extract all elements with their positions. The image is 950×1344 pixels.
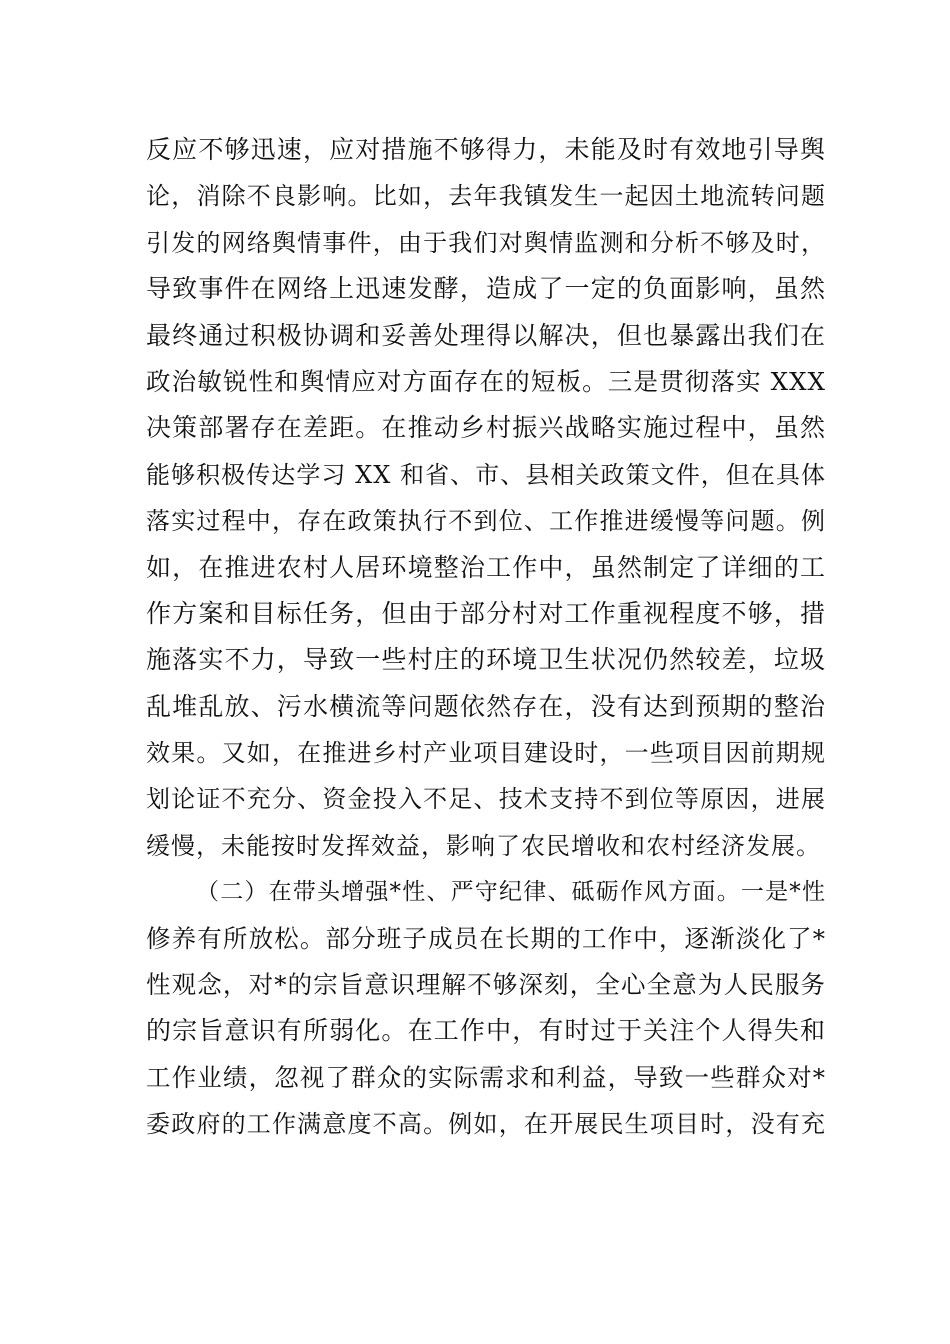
text-line: 论，消除不良影响。比如，去年我镇发生一起因土地流转问题 [146,182,826,211]
text-line: 反应不够迅速，应对措施不够得力，未能及时有效地引导舆 [146,135,826,164]
body-text [146,127,826,1148]
text-line: 落实过程中，存在政策执行不到位、工作推进缓慢等问题。例 [146,507,826,536]
text-line: 施落实不力，导致一些村庄的环境卫生状况仍然较差，垃圾 [146,645,826,675]
text-line: 政治敏锐性和舆情应对方面存在的短板。三是贯彻落实 XXX [146,366,826,396]
text-line: 导致事件在网络上迅速发酵，造成了一定的负面影响，虽然 [146,274,826,304]
text-line: 作方案和目标任务，但由于部分村对工作重视程度不够，措 [146,598,826,628]
section-heading-line: （二）在带头增强*性、严守纪律、砥砺作风方面。一是*性 [196,879,826,906]
text-line: 决策部署存在差距。在推动乡村振兴战略实施过程中，虽然 [146,413,826,443]
text-line: 委政府的工作满意度不高。例如，在开展民生项目时，没有充 [146,1110,826,1139]
text-line: 修养有所放松。部分班子成员在长期的工作中，逐渐淡化了* [146,923,826,953]
text-line: 能够积极传达学习 XX 和省、市、县相关政策文件，但在具体 [146,460,826,489]
text-line: 最终通过积极协调和妥善处理得以解决，但也暴露出我们在 [146,320,826,350]
text-line: 乱堆乱放、污水横流等问题依然存在，没有达到预期的整治 [146,691,826,721]
text-line: 引发的网络舆情事件，由于我们对舆情监测和分析不够及时， [146,228,826,257]
text-line: 划论证不充分、资金投入不足、技术支持不到位等原因，进展 [146,785,826,814]
text-line: 性观念，对*的宗旨意识理解不够深刻，全心全意为人民服务 [146,970,826,1000]
text-line: 的宗旨意识有所弱化。在工作中，有时过于关注个人得失和 [146,1016,826,1046]
text-line: 工作业绩，忽视了群众的实际需求和利益，导致一些群众对* [146,1062,826,1092]
text-line: 如，在推进农村人居环境整治工作中，虽然制定了详细的工 [146,552,826,582]
text-line: 效果。又如，在推进乡村产业项目建设时，一些项目因前期规 [146,739,826,768]
paragraph-last-line: 缓慢，未能按时发挥效益，影响了农民增收和农村经济发展。 [146,831,821,860]
